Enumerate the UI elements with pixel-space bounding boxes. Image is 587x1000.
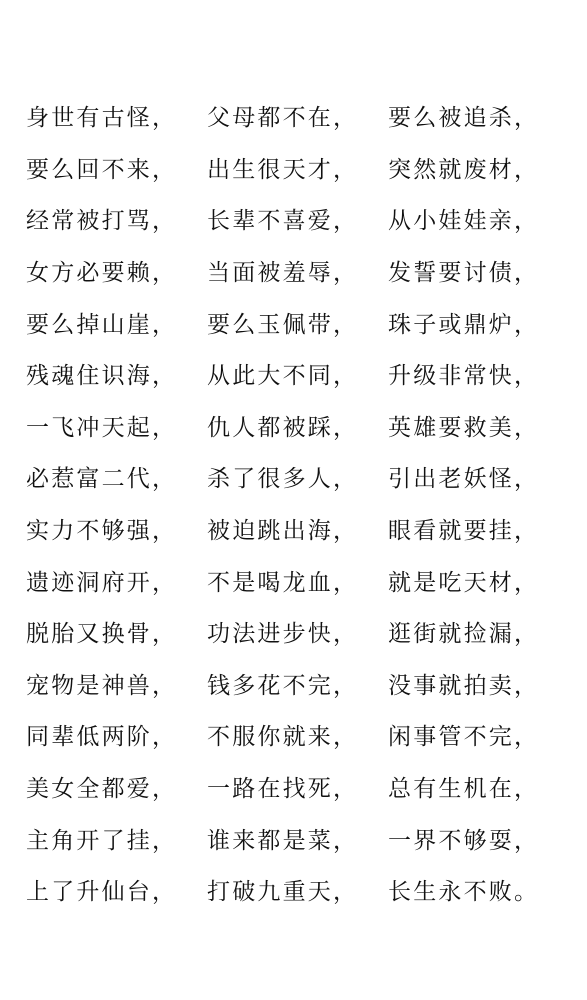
poem-phrase: 女方必要赖，	[26, 260, 178, 287]
poem-phrase: 升级非常快，	[388, 363, 540, 390]
poem-phrase: 打破九重天，	[207, 879, 359, 906]
poem-phrase: 要么玉佩带，	[207, 311, 359, 338]
poem-line-11	[26, 609, 566, 661]
poem-phrase: 要么被追杀，	[388, 105, 540, 132]
poem-phrase: 引出老妖怪，	[388, 466, 540, 493]
poem-phrase: 英雄要救美，	[388, 414, 540, 441]
poem-line-13	[26, 712, 566, 764]
poem-phrase: 出生很天才，	[207, 156, 359, 183]
poem-phrase: 遗迹洞府开，	[26, 569, 178, 596]
poem-phrase: 闲事管不完，	[388, 724, 540, 751]
poem-phrase: 从小娃娃亲，	[388, 208, 540, 235]
poem-phrase: 长生永不败。	[388, 879, 540, 906]
poem-line-8	[26, 454, 566, 506]
poem-phrase: 珠子或鼎炉，	[388, 311, 540, 338]
poem-line-15	[26, 815, 566, 867]
poem-phrase: 被迫跳出海，	[207, 518, 359, 545]
poem-phrase: 一界不够耍，	[388, 827, 540, 854]
poem-phrase: 当面被羞辱，	[207, 260, 359, 287]
poem-phrase: 钱多花不完，	[207, 672, 359, 699]
poem-phrase: 不是喝龙血，	[207, 569, 359, 596]
poem-line-9	[26, 506, 566, 558]
poem-phrase: 必惹富二代，	[26, 466, 178, 493]
poem-phrase: 一飞冲天起，	[26, 414, 178, 441]
poem-line-5	[26, 299, 566, 351]
poem-phrase: 谁来都是菜，	[207, 827, 359, 854]
poem-phrase: 主角开了挂，	[26, 827, 178, 854]
poem-line-10	[26, 557, 566, 609]
poem-line-2	[26, 145, 566, 197]
poem-phrase: 总有生机在，	[388, 776, 540, 803]
poem-phrase: 功法进步快，	[207, 621, 359, 648]
poem-phrase: 发誓要讨债，	[388, 260, 540, 287]
poem-phrase: 就是吃天材，	[388, 569, 540, 596]
poem-phrase: 仇人都被踩，	[207, 414, 359, 441]
poem-line-6	[26, 351, 566, 403]
poem-text	[26, 93, 566, 919]
poem-line-7	[26, 403, 566, 455]
poem-phrase: 长辈不喜爱，	[207, 208, 359, 235]
poem-phrase: 宠物是神兽，	[26, 672, 178, 699]
poem-phrase: 杀了很多人，	[207, 466, 359, 493]
poem-phrase: 要么掉山崖，	[26, 311, 178, 338]
poem-phrase: 实力不够强，	[26, 518, 178, 545]
poem-phrase: 同辈低两阶，	[26, 724, 178, 751]
poem-phrase: 上了升仙台，	[26, 879, 178, 906]
poem-line-16	[26, 867, 566, 919]
poem-phrase: 要么回不来，	[26, 156, 178, 183]
poem-phrase: 残魂住识海，	[26, 363, 178, 390]
poem-phrase: 父母都不在，	[207, 105, 359, 132]
poem-phrase: 身世有古怪，	[26, 105, 178, 132]
poem-phrase: 眼看就要挂，	[388, 518, 540, 545]
poem-line-3	[26, 196, 566, 248]
poem-phrase: 美女全都爱，	[26, 776, 178, 803]
poem-line-12	[26, 661, 566, 713]
poem-phrase: 经常被打骂，	[26, 208, 178, 235]
poem-phrase: 不服你就来，	[207, 724, 359, 751]
poem-phrase: 突然就废材，	[388, 156, 540, 183]
poem-phrase: 一路在找死，	[207, 776, 359, 803]
poem-phrase: 从此大不同，	[207, 363, 359, 390]
poem-line-4	[26, 248, 566, 300]
poem-phrase: 没事就拍卖，	[388, 672, 540, 699]
poem-line-14	[26, 764, 566, 816]
poem-phrase: 脱胎又换骨，	[26, 621, 178, 648]
poem-line-1	[26, 93, 566, 145]
poem-phrase: 逛街就捡漏，	[388, 621, 540, 648]
